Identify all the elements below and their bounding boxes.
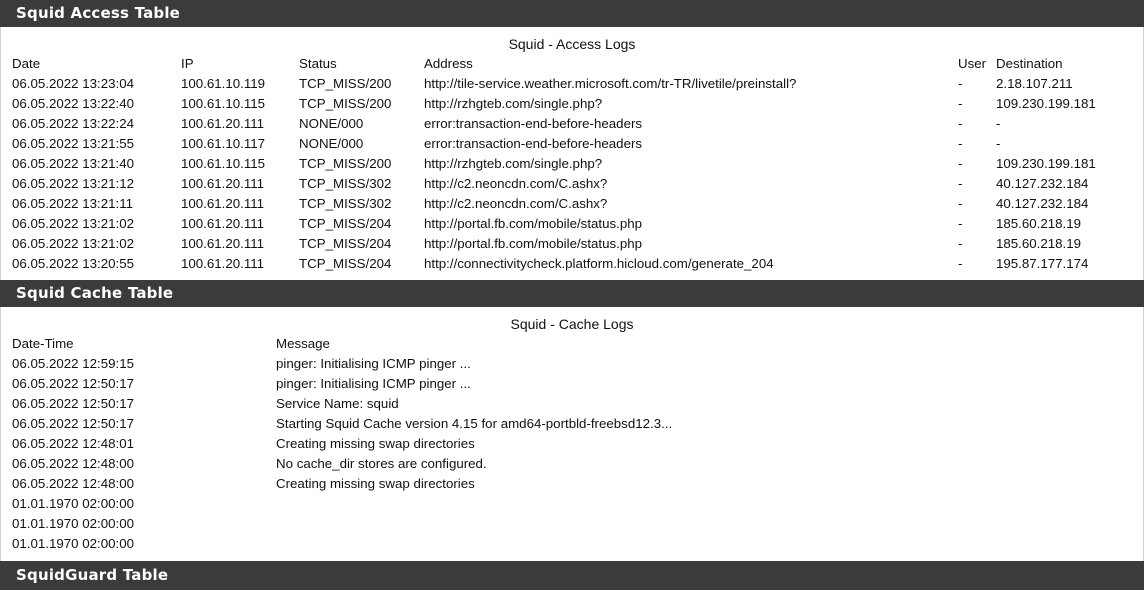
- ip-cell: 100.61.10.119: [181, 76, 266, 91]
- cache-log-row: [1, 354, 1143, 374]
- access-panel-title: Squid Access Table: [0, 0, 1144, 27]
- date-cell: 06.05.2022 13:21:02: [12, 216, 135, 231]
- ip-cell: 100.61.20.111: [181, 196, 265, 211]
- ip-cell: 100.61.20.111: [181, 236, 265, 251]
- address-cell: http://tile-service.weather.microsoft.com/tr-TR/livetile/preinstall?: [424, 76, 797, 91]
- access-log-row: [1, 154, 1143, 174]
- destination-cell: 109.230.199.181: [996, 96, 1096, 111]
- date-cell: 06.05.2022 13:21:12: [12, 176, 135, 191]
- cache-log-row: [1, 514, 1143, 534]
- cache-log-row: [1, 374, 1143, 394]
- message-cell: Creating missing swap directories: [276, 436, 475, 451]
- column-header-message: Message: [276, 336, 330, 351]
- message-cell: pinger: Initialising ICMP pinger ...: [276, 376, 471, 391]
- access-log-row: [1, 114, 1143, 134]
- date-cell: 06.05.2022 13:23:04: [12, 76, 135, 91]
- date-time-cell: 06.05.2022 12:50:17: [12, 396, 135, 411]
- status-cell: TCP_MISS/200: [299, 96, 392, 111]
- cache-panel: [0, 280, 1144, 561]
- access-panel-body: [0, 27, 1144, 280]
- destination-cell: 40.127.232.184: [996, 196, 1089, 211]
- cache-log-row: [1, 434, 1143, 454]
- user-cell: -: [958, 176, 963, 191]
- ip-cell: 100.61.10.117: [181, 136, 266, 151]
- cache-panel-title: Squid Cache Table: [0, 280, 1144, 307]
- user-cell: -: [958, 116, 963, 131]
- status-cell: NONE/000: [299, 116, 364, 131]
- ip-cell: 100.61.20.111: [181, 116, 265, 131]
- message-cell: [276, 534, 1143, 554]
- message-cell: [276, 514, 1143, 534]
- cache-table-header-row: [1, 334, 1143, 354]
- cache-log-table: [1, 334, 1143, 554]
- user-cell: -: [958, 96, 963, 111]
- status-cell: TCP_MISS/204: [299, 256, 392, 271]
- ip-cell: 100.61.10.115: [181, 156, 266, 171]
- date-time-cell: 01.01.1970 02:00:00: [12, 496, 135, 511]
- user-cell: -: [958, 216, 963, 231]
- access-log-row: [1, 234, 1143, 254]
- message-cell: Starting Squid Cache version 4.15 for amd64-portbld-freebsd12.3...: [276, 416, 673, 431]
- user-cell: -: [958, 196, 963, 211]
- date-cell: 06.05.2022 13:21:02: [12, 236, 135, 251]
- date-cell: 06.05.2022 13:22:40: [12, 96, 135, 111]
- date-time-cell: 06.05.2022 12:50:17: [12, 376, 135, 391]
- access-log-row: [1, 134, 1143, 154]
- cache-log-row: [1, 394, 1143, 414]
- access-panel: [0, 0, 1144, 280]
- address-cell: error:transaction-end-before-headers: [424, 136, 643, 151]
- squidguard-panel-title: SquidGuard Table: [0, 561, 1144, 590]
- cache-log-row: [1, 474, 1143, 494]
- date-time-cell: 06.05.2022 12:48:00: [12, 476, 135, 491]
- date-cell: 06.05.2022 13:21:11: [12, 196, 134, 211]
- status-cell: TCP_MISS/302: [299, 196, 392, 211]
- access-table-header-row: [1, 54, 1143, 74]
- address-cell: http://portal.fb.com/mobile/status.php: [424, 236, 643, 251]
- status-cell: TCP_MISS/204: [299, 236, 392, 251]
- column-header-destination: Destination: [996, 56, 1063, 71]
- destination-cell: 185.60.218.19: [996, 236, 1082, 251]
- status-cell: TCP_MISS/200: [299, 76, 392, 91]
- access-log-row: [1, 94, 1143, 114]
- date-cell: 06.05.2022 13:21:40: [12, 156, 135, 171]
- address-cell: http://connectivitycheck.platform.hicloud.com/generate_204: [424, 256, 774, 271]
- message-cell: No cache_dir stores are configured.: [276, 456, 487, 471]
- address-cell: http://c2.neoncdn.com/C.ashx?: [424, 176, 608, 191]
- cache-table-body: [1, 354, 1143, 554]
- access-table-caption: Squid - Access Logs: [508, 36, 636, 52]
- destination-cell: 109.230.199.181: [996, 156, 1096, 171]
- access-log-table: [1, 54, 1143, 274]
- destination-cell: -: [996, 116, 1001, 131]
- user-cell: -: [958, 76, 963, 91]
- message-cell: Service Name: squid: [276, 396, 399, 411]
- destination-cell: 185.60.218.19: [996, 216, 1082, 231]
- column-header-status: Status: [299, 56, 337, 71]
- column-header-address: Address: [424, 56, 473, 71]
- date-time-cell: 06.05.2022 12:50:17: [12, 416, 135, 431]
- column-header-user: User: [958, 56, 987, 71]
- destination-cell: 2.18.107.211: [996, 76, 1073, 91]
- user-cell: -: [958, 136, 963, 151]
- status-cell: TCP_MISS/302: [299, 176, 392, 191]
- destination-cell: -: [996, 136, 1001, 151]
- cache-log-row: [1, 414, 1143, 434]
- date-time-cell: 06.05.2022 12:48:01: [12, 436, 135, 451]
- address-cell: http://rzhgteb.com/single.php?: [424, 96, 603, 111]
- column-header-ip: IP: [181, 56, 194, 71]
- user-cell: -: [958, 236, 963, 251]
- cache-log-row: [1, 534, 1143, 554]
- cache-log-row: [1, 454, 1143, 474]
- date-time-cell: 01.01.1970 02:00:00: [12, 536, 135, 551]
- access-log-row: [1, 214, 1143, 234]
- ip-cell: 100.61.20.111: [181, 216, 265, 231]
- access-log-row: [1, 254, 1143, 274]
- message-cell: [276, 494, 1143, 514]
- date-time-cell: 06.05.2022 12:59:15: [12, 356, 135, 371]
- ip-cell: 100.61.10.115: [181, 96, 266, 111]
- date-cell: 06.05.2022 13:21:55: [12, 136, 135, 151]
- date-cell: 06.05.2022 13:22:24: [12, 116, 135, 131]
- access-log-row: [1, 74, 1143, 94]
- address-cell: http://rzhgteb.com/single.php?: [424, 156, 603, 171]
- address-cell: http://portal.fb.com/mobile/status.php: [424, 216, 643, 231]
- status-cell: TCP_MISS/204: [299, 216, 392, 231]
- cache-table-caption: Squid - Cache Logs: [510, 316, 634, 332]
- column-header-date: Date: [12, 56, 41, 71]
- user-cell: -: [958, 256, 963, 271]
- message-cell: Creating missing swap directories: [276, 476, 475, 491]
- ip-cell: 100.61.20.111: [181, 256, 265, 271]
- date-time-cell: 01.01.1970 02:00:00: [12, 516, 135, 531]
- access-log-row: [1, 174, 1143, 194]
- cache-panel-body: [0, 307, 1144, 561]
- date-cell: 06.05.2022 13:20:55: [12, 256, 135, 271]
- ip-cell: 100.61.20.111: [181, 176, 265, 191]
- address-cell: error:transaction-end-before-headers: [424, 116, 643, 131]
- destination-cell: 40.127.232.184: [996, 176, 1089, 191]
- user-cell: -: [958, 156, 963, 171]
- squidguard-panel: [0, 561, 1144, 590]
- cache-log-row: [1, 494, 1143, 514]
- column-header-date-time: Date-Time: [12, 336, 74, 351]
- access-log-row: [1, 194, 1143, 214]
- destination-cell: 195.87.177.174: [996, 256, 1089, 271]
- access-table-body: [1, 74, 1143, 274]
- message-cell: pinger: Initialising ICMP pinger ...: [276, 356, 471, 371]
- status-cell: NONE/000: [299, 136, 364, 151]
- address-cell: http://c2.neoncdn.com/C.ashx?: [424, 196, 608, 211]
- date-time-cell: 06.05.2022 12:48:00: [12, 456, 135, 471]
- status-cell: TCP_MISS/200: [299, 156, 392, 171]
